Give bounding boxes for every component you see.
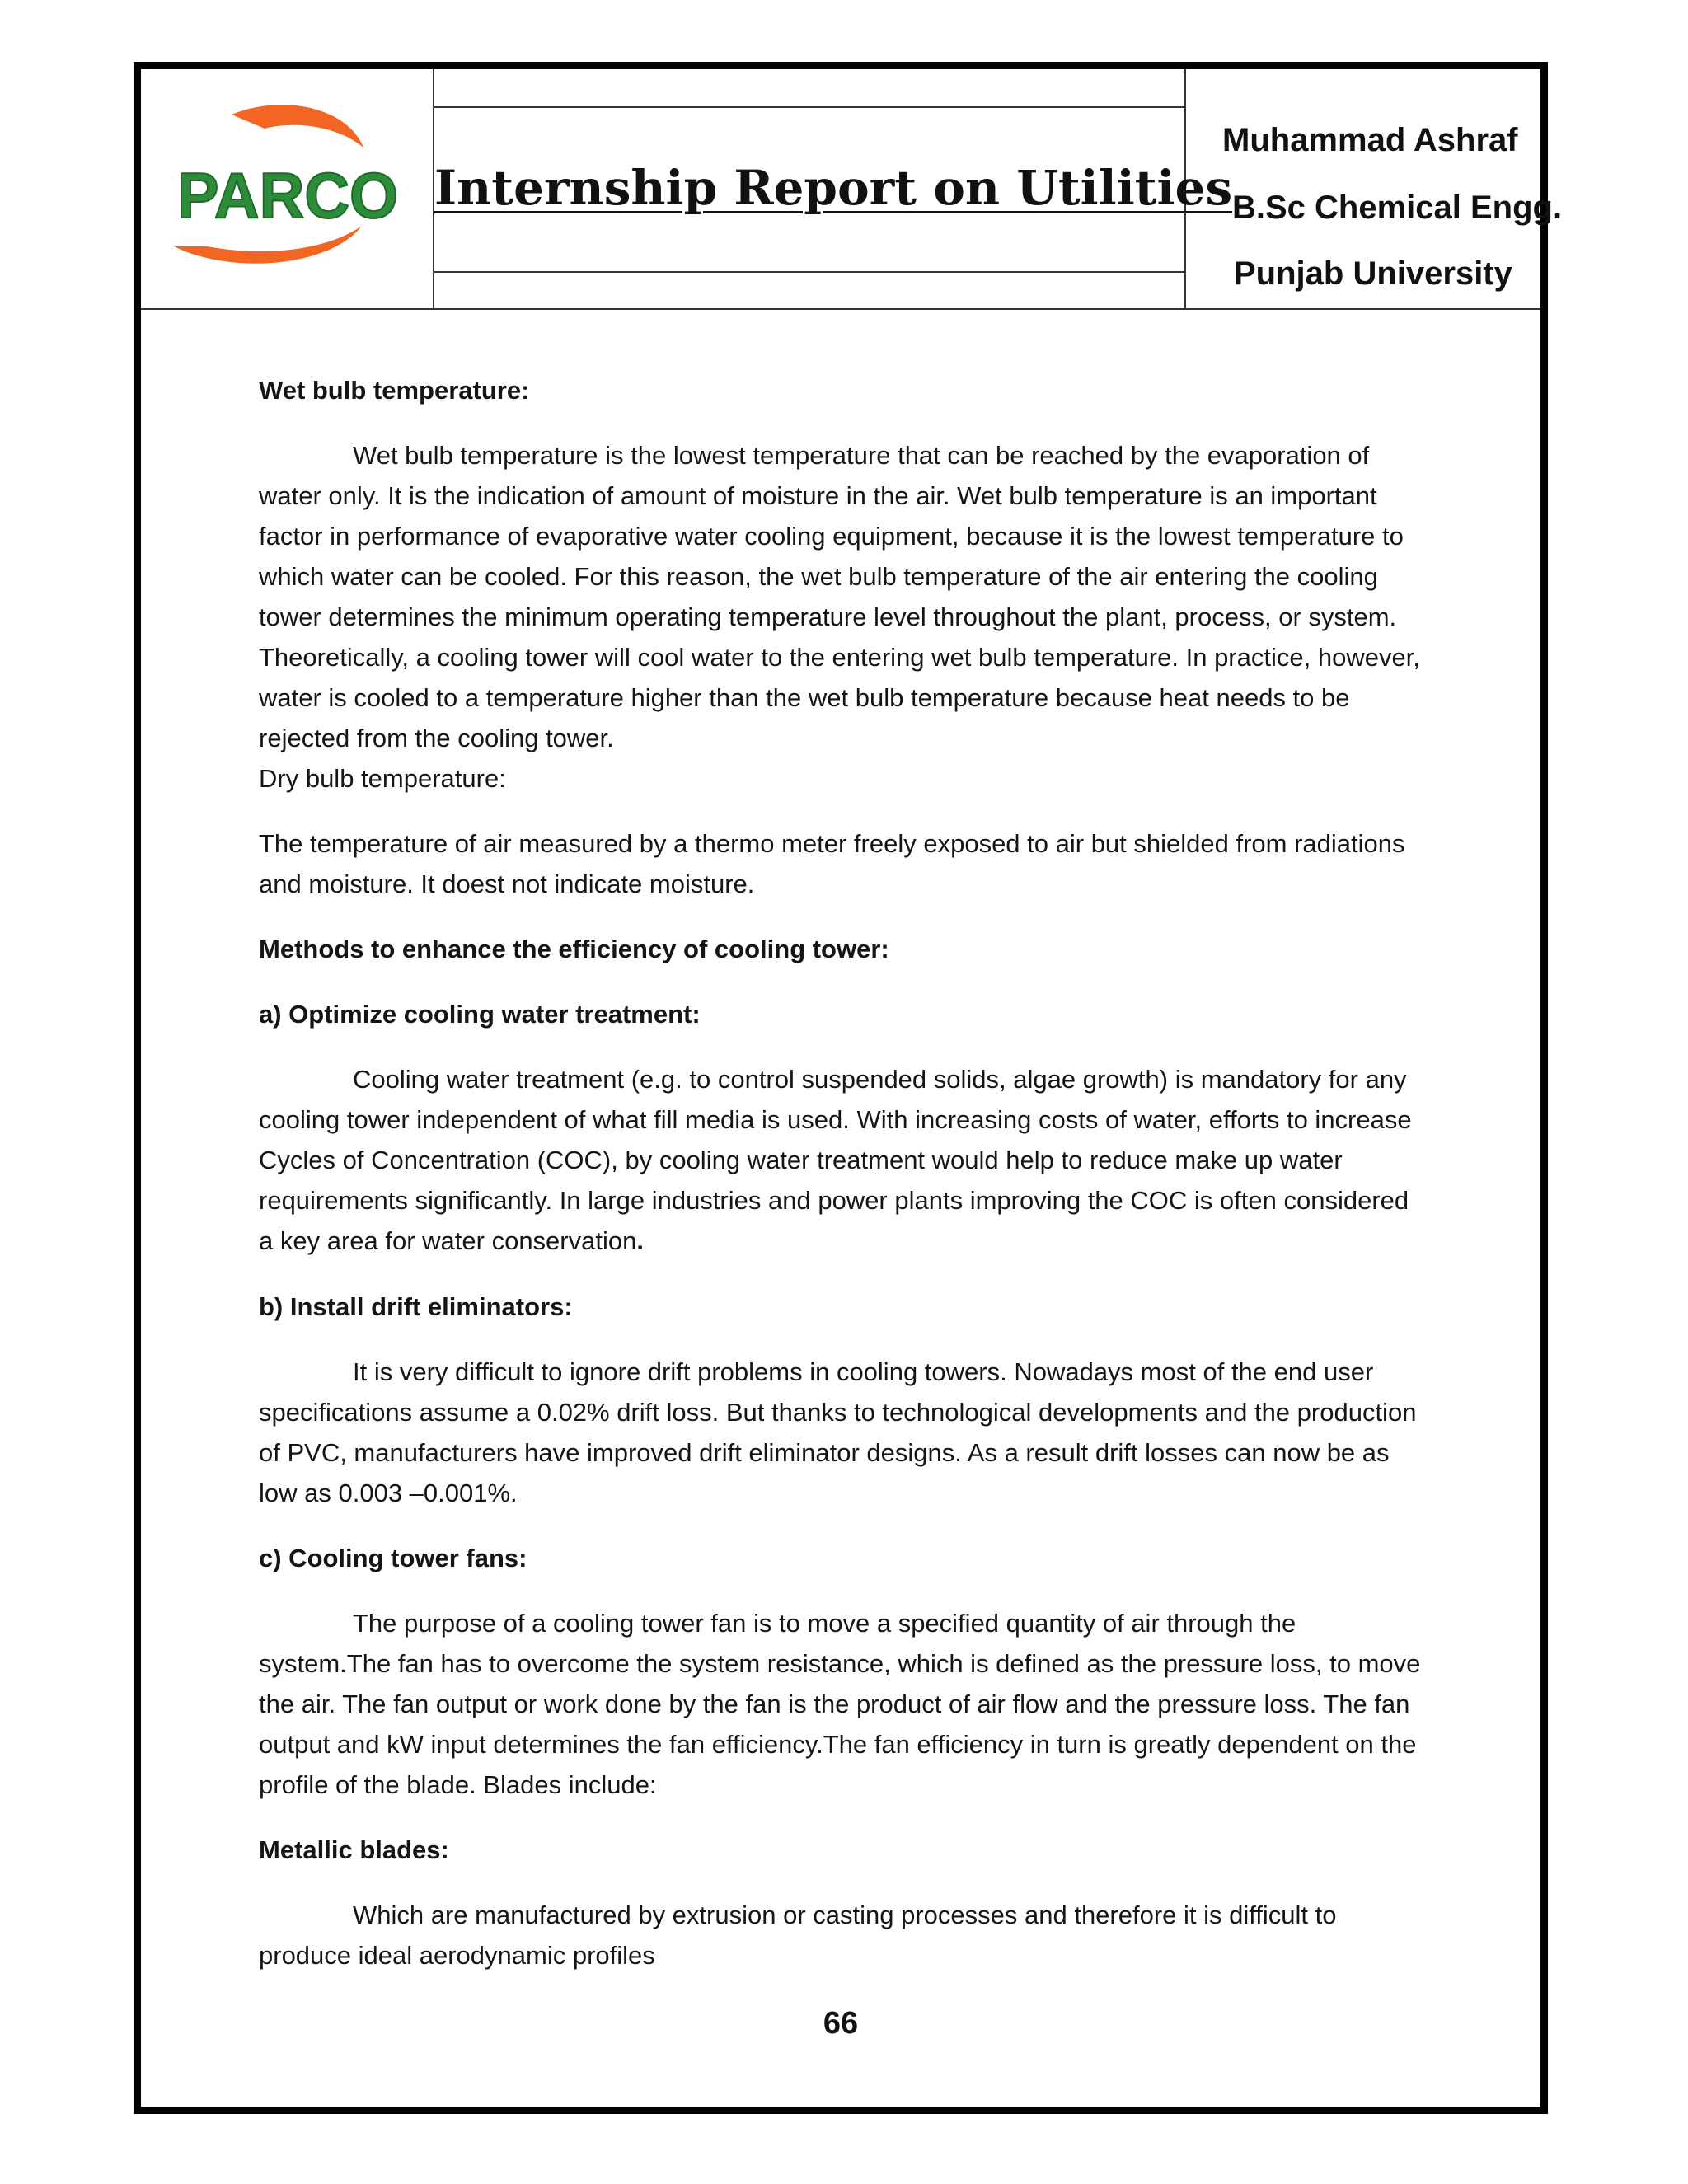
wet-bulb-heading: Wet bulb temperature:	[259, 376, 530, 405]
author-name: Muhammad Ashraf	[1222, 122, 1518, 158]
author-university: Punjab University	[1234, 255, 1512, 292]
title-rule-top	[434, 106, 1184, 108]
report-title: Internship Report on Utilities	[434, 160, 1233, 216]
section-a-heading: a) Optimize cooling water treatment:	[259, 1000, 701, 1029]
section-b-paragraph: It is very difficult to ignore drift problems in cooling towers. Nowadays most of the end user specifications assume a 0.02% drift loss. But thanks to technological developments and the production of PVC, manufacturers have improved drift eliminator designs. As a result drift losses can now be as low as 0.003 –0.001%.	[259, 1357, 1417, 1507]
author-degree: B.Sc Chemical Engg.	[1232, 190, 1563, 226]
report-body	[259, 370, 1429, 1975]
logo-swoosh-top	[232, 105, 363, 148]
page-number: 66	[823, 2006, 859, 2041]
section-b-heading: b) Install drift eliminators:	[259, 1292, 573, 1321]
metallic-blades-heading: Metallic blades:	[259, 1835, 449, 1864]
dry-bulb-heading: Dry bulb temperature:	[259, 764, 506, 793]
wet-bulb-paragraph: Wet bulb temperature is the lowest temperature that can be reached by the evaporation of water only. It is the indication of amount of moisture in the air. Wet bulb temperature is an important factor in performance of evaporative water cooling equipment, because it is the lowest temperature to which water can be cooled. For this reason, the wet bulb temperature of the air entering the cooling tower determines the minimum operating temperature level throughout the plant, process, or system. Theoretically, a cooling tower will cool water to the entering wet bulb temperature. In practice, however, water is cooled to a temperature higher than the wet bulb temperature because heat needs to be rejected from the cooling tower.	[259, 441, 1420, 752]
title-cell	[434, 69, 1233, 308]
dry-bulb-paragraph: The temperature of air measured by a thermo meter freely exposed to air but shielded from radiations and moisture. It doest not indicate moisture.	[259, 829, 1405, 898]
page-frame	[134, 62, 1563, 2114]
logo-text: PARCO	[177, 159, 398, 232]
parco-logo	[141, 69, 434, 308]
author-cell	[1186, 69, 1563, 308]
section-a-text: Cooling water treatment (e.g. to control suspended solids, algae growth) is mandatory for any cooling tower independent of what fill media is used. With increasing costs of water, efforts to increase Cycles of Concentration (COC), by cooling water treatment would help to reduce make up water requirements significantly. In large industries and power plants improving the COC is often considered a key area for water conservation	[259, 1065, 1412, 1255]
report-header	[141, 69, 1563, 310]
section-a-paragraph	[259, 1059, 1429, 1261]
title-rule-bottom	[434, 271, 1184, 273]
section-a-period: .	[636, 1226, 644, 1255]
logo-cell	[141, 69, 434, 308]
section-c-paragraph: The purpose of a cooling tower fan is to move a specified quantity of air through the system.The fan has to overcome the system resistance, which is defined as the pressure loss, to move the air. The fan output or work done by the fan is the product of air flow and the pressure loss. The fan output and kW input determines the fan efficiency.The fan efficiency in turn is greatly dependent on the profile of the blade. Blades include:	[259, 1609, 1421, 1799]
section-c-heading: c) Cooling tower fans:	[259, 1544, 528, 1572]
methods-heading: Methods to enhance the efficiency of cooling tower:	[259, 935, 889, 963]
metallic-blades-paragraph: Which are manufactured by extrusion or casting processes and therefore it is difficult to produce ideal aerodynamic profiles	[259, 1900, 1337, 1970]
